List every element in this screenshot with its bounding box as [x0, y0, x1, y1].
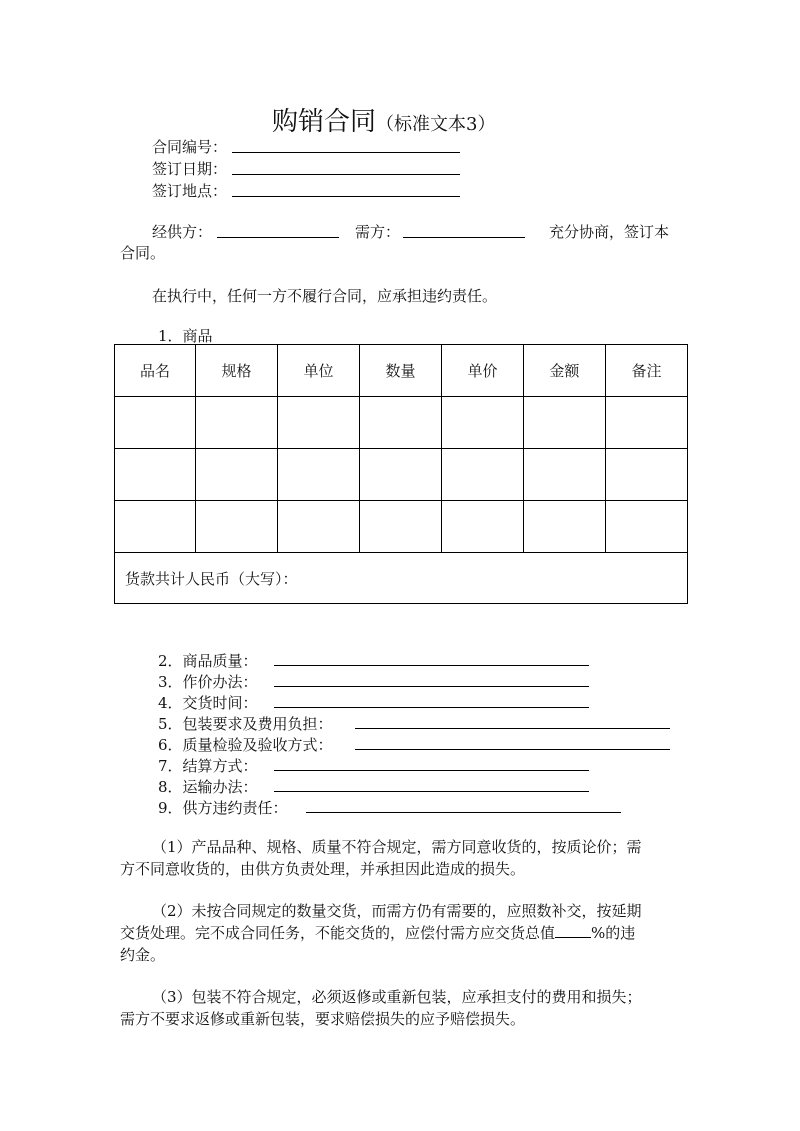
header-cell: 金额: [523, 345, 605, 397]
contract-number-label: 合同编号：: [152, 138, 228, 156]
table-cell[interactable]: [196, 501, 278, 553]
table-row: [115, 449, 688, 501]
clause-2-text-a: 交货处理。完不成合同任务，不能交货的，应偿付需方应交货总值: [120, 924, 556, 942]
clause-2-line-1: （2）未按合同规定的数量交货，而需方仍有需要的，应照数补交，按延期: [152, 902, 642, 920]
goods-table: [114, 344, 688, 604]
supplier-label: 经供方：: [152, 223, 213, 241]
item-delivery-time: 4．交货时间：: [158, 694, 258, 712]
parties-continuation: 合同。: [120, 244, 166, 262]
item-packaging-field[interactable]: [355, 728, 670, 729]
item-transport-field[interactable]: [274, 791, 589, 792]
table-cell[interactable]: [523, 501, 605, 553]
sign-place-field[interactable]: [232, 196, 460, 197]
table-header-row: [115, 345, 688, 397]
table-cell[interactable]: [359, 501, 441, 553]
intro-text: 在执行中，任何一方不履行合同，应承担违约责任。: [152, 287, 498, 305]
header-cell: 规格: [196, 345, 278, 397]
clause-1-line-1: （1）产品品种、规格、质量不符合规定，需方同意收货的，按质论价；需: [152, 838, 642, 856]
table-cell[interactable]: [196, 397, 278, 449]
contract-number-field[interactable]: [232, 152, 460, 153]
table-cell[interactable]: [115, 397, 196, 449]
sign-date-label: 签订日期：: [152, 160, 228, 178]
buyer-label: 需方：: [355, 223, 401, 241]
parties-suffix: 充分协商，签订本: [549, 223, 670, 241]
item-inspection: 6．质量检验及验收方式：: [158, 736, 333, 754]
header-cell: 备注: [605, 345, 687, 397]
header-cell: 数量: [359, 345, 441, 397]
header-cell: 单价: [441, 345, 523, 397]
table-cell[interactable]: [441, 397, 523, 449]
title-main: 购销合同: [272, 107, 377, 137]
table-row: [115, 501, 688, 553]
item-packaging: 5．包装要求及费用负担：: [158, 715, 333, 733]
clause-2-text-b: %的违: [591, 924, 636, 942]
table-cell[interactable]: [605, 501, 687, 553]
item-supplier-liability: 9．供方违约责任：: [158, 799, 288, 817]
table-cell[interactable]: [359, 449, 441, 501]
sign-date-field[interactable]: [232, 174, 460, 175]
table-cell[interactable]: [277, 397, 359, 449]
item-quality: 2．商品质量：: [158, 652, 258, 670]
item-supplier-liability-field[interactable]: [306, 812, 621, 813]
table-row: [115, 397, 688, 449]
item-settlement: 7．结算方式：: [158, 757, 258, 775]
document-title: [272, 101, 495, 138]
table-cell[interactable]: [196, 449, 278, 501]
table-cell[interactable]: [605, 397, 687, 449]
table-cell[interactable]: [441, 449, 523, 501]
table-cell[interactable]: [605, 449, 687, 501]
title-sub: （标准文本3）: [376, 114, 496, 135]
item-settlement-field[interactable]: [274, 770, 589, 771]
supplier-field[interactable]: [217, 237, 339, 238]
clause-3-line-2: 需方不要求返修或重新包装，要求赔偿损失的应予赔偿损失。: [120, 1010, 526, 1028]
item-quality-field[interactable]: [274, 665, 589, 666]
table-cell[interactable]: [523, 449, 605, 501]
table-cell[interactable]: [115, 501, 196, 553]
table-cell[interactable]: [277, 501, 359, 553]
item-delivery-time-field[interactable]: [274, 707, 589, 708]
table-cell[interactable]: [277, 449, 359, 501]
clause-3-line-1: （3）包装不符合规定，必须返修或重新包装，应承担支付的费用和损失；: [152, 988, 642, 1006]
sign-place-label: 签订地点：: [152, 182, 228, 200]
total-amount-cell[interactable]: 货款共计人民币（大写）：: [115, 553, 688, 604]
table-cell[interactable]: [523, 397, 605, 449]
clause-2-line-2: [120, 922, 635, 943]
clause-2-line-3: 约金。: [120, 946, 166, 964]
penalty-percent-field[interactable]: [555, 923, 591, 938]
header-cell: 单位: [277, 345, 359, 397]
table-cell[interactable]: [359, 397, 441, 449]
buyer-field[interactable]: [403, 237, 525, 238]
table-cell[interactable]: [115, 449, 196, 501]
header-cell: 品名: [115, 345, 196, 397]
item-pricing: 3．作价办法：: [158, 673, 258, 691]
item-pricing-field[interactable]: [274, 686, 589, 687]
item-transport: 8．运输办法：: [158, 778, 258, 796]
item-inspection-field[interactable]: [355, 749, 670, 750]
table-total-row: [115, 553, 688, 604]
section-goods-title: 1．商品: [158, 327, 213, 345]
clause-1-line-2: 方不同意收货的，由供方负责处理，并承担因此造成的损失。: [120, 860, 526, 878]
table-cell[interactable]: [441, 501, 523, 553]
